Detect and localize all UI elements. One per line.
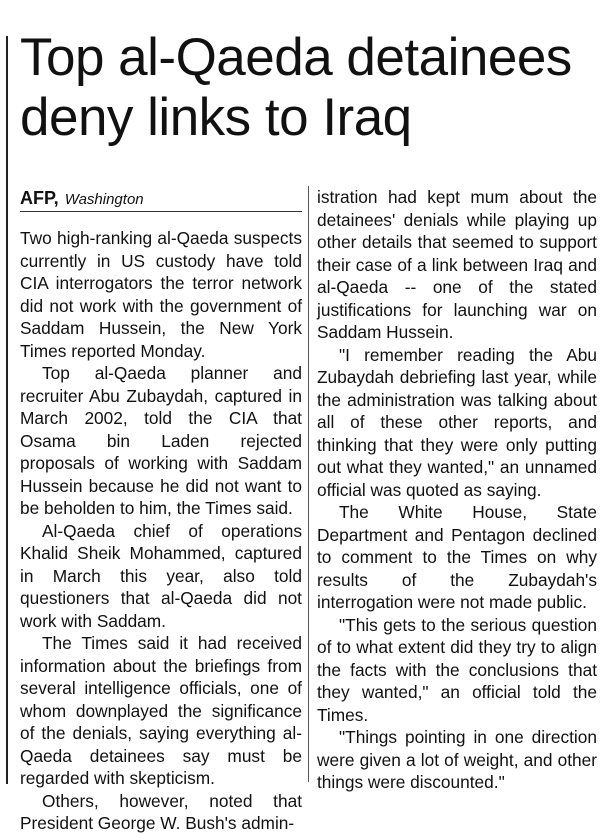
paragraph: The White House, State Department and Pentagon declined to comment to the Times on why results of the Zubaydah's interrogation were not made public. [317,502,597,612]
paragraph: "This gets to the serious question of to what extent did they try to align the facts with the conclusions that they wanted," an official told the Times. [317,614,597,725]
article-column-1 [20,227,302,835]
headline: Top al-Qaeda detainees deny links to Iraq [20,28,572,147]
paragraph: istration had kept mum about the detainees' denials while playing up other details that seemed to support their case of a link between Iraq and al-Qaeda -- one of the stated justifications for launching war on Saddam Hussein. [317,187,597,342]
paragraph: Top al-Qaeda planner and recruiter Abu Zubaydah, captured in March 2002, told the CIA that Osama bin Laden rejected proposals of working with Saddam Hussein because he did not want to be beholden to him, the Times said. [20,363,302,518]
dateline-divider [20,211,302,212]
paragraph: Al-Qaeda chief of operations Khalid Sheik Mohammed, captured in March this year, also told questioners that al-Qaeda did not work with Saddam. [20,520,302,631]
paragraph: "Things pointing in one direction were given a lot of weight, and other things were discounted." [317,727,597,792]
left-border-rule [6,36,8,784]
paragraph: Two high-ranking al-Qaeda suspects currently in US custody have told CIA interrogators the terror network did not work with the government of Saddam Hussein, the New York Times reported Monday. [20,228,302,361]
paragraph: "I remember reading the Abu Zubaydah debriefing last year, while the administration was talking about all of these other reports, and thinking that they were only putting out what they wanted," an unnamed official was quoted as saying. [317,344,597,500]
column-divider [308,186,309,782]
paragraph: Others, however, noted that President George W. Bush's admin- [20,790,302,833]
article-column-2 [317,186,597,794]
dateline-place: Washington [64,191,144,208]
dateline-agency: AFP, [20,188,59,208]
dateline [20,186,144,212]
paragraph: The Times said it had received information about the briefings from several intelligence officials, one of whom downplayed the significance of the denials, saying everything al-Qaeda detainees say must be regarded with skepticism. [20,633,302,788]
